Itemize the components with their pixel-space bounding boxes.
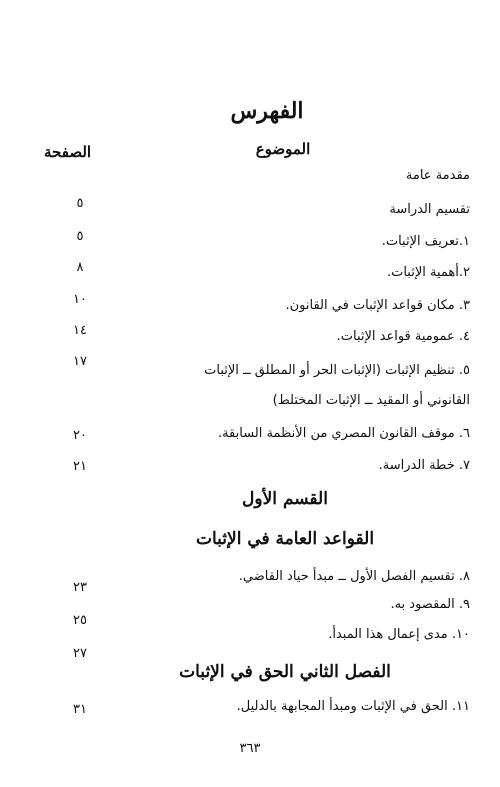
toc-page-number: ١٤ — [73, 323, 87, 338]
toc-entry-continuation: القانوني أو المقيد ــ الإثبات المختلط) — [272, 393, 470, 408]
section-heading-part-one: القسم الأول — [242, 489, 328, 509]
toc-entry: مقدمة عامة — [405, 168, 470, 183]
toc-page-number: ١٧ — [73, 354, 87, 369]
section-heading-general-rules: القواعد العامة في الإثبات — [195, 529, 375, 549]
toc-page-number: ٢٣ — [73, 580, 87, 595]
toc-entry: ٨. تقسيم الفصل الأول ــ مبدأ حياد القاضي. — [238, 569, 470, 584]
page-column-header: الصفحة — [44, 143, 92, 161]
toc-entry: تقسيم الدراسة — [389, 202, 470, 217]
toc-entry: ١.تعريف الإثبات. — [381, 234, 470, 249]
section-heading-chapter-two: الفصل الثاني الحق في الإثبات — [179, 662, 391, 682]
toc-page-number: ١٠ — [73, 292, 87, 307]
toc-page-number: ٥ — [76, 229, 84, 244]
toc-page-number: ٨ — [76, 260, 84, 275]
toc-entry: ١١. الحق في الإثبات ومبدأ المجابهة بالدليل. — [236, 699, 470, 714]
toc-entry: ٤. عمومية قواعد الإثبات. — [336, 329, 470, 344]
toc-entry: ١٠. مدى إعمال هذا المبدأ. — [328, 627, 470, 642]
toc-page-number: ٣١ — [73, 702, 87, 717]
toc-page-number: ٢٥ — [73, 613, 87, 628]
footer-page-number: ٣٦٣ — [239, 741, 261, 756]
topic-column-header: الموضوع — [255, 140, 311, 158]
page-title: الفهرس — [230, 98, 304, 124]
toc-page-number: ٢٧ — [73, 646, 87, 661]
toc-page-number: ٥ — [76, 196, 84, 211]
toc-entry: ٧. خطة الدراسة. — [378, 458, 470, 473]
toc-entry: ٣. مكان قواعد الإثبات في القانون. — [285, 298, 470, 313]
toc-entry: ٦. موقف القانون المصري من الأنظمة السابقة. — [217, 426, 470, 441]
toc-entry: ٥. تنظيم الإثبات (الإثبات الحر أو المطلق ــ الإثبات — [204, 363, 470, 378]
toc-entry: ٢.أهمية الإثبات. — [386, 265, 470, 280]
toc-page-number: ٢٠ — [73, 428, 87, 443]
toc-entry: ٩. المقصود به. — [390, 597, 470, 612]
toc-page-number: ٢١ — [73, 459, 87, 474]
